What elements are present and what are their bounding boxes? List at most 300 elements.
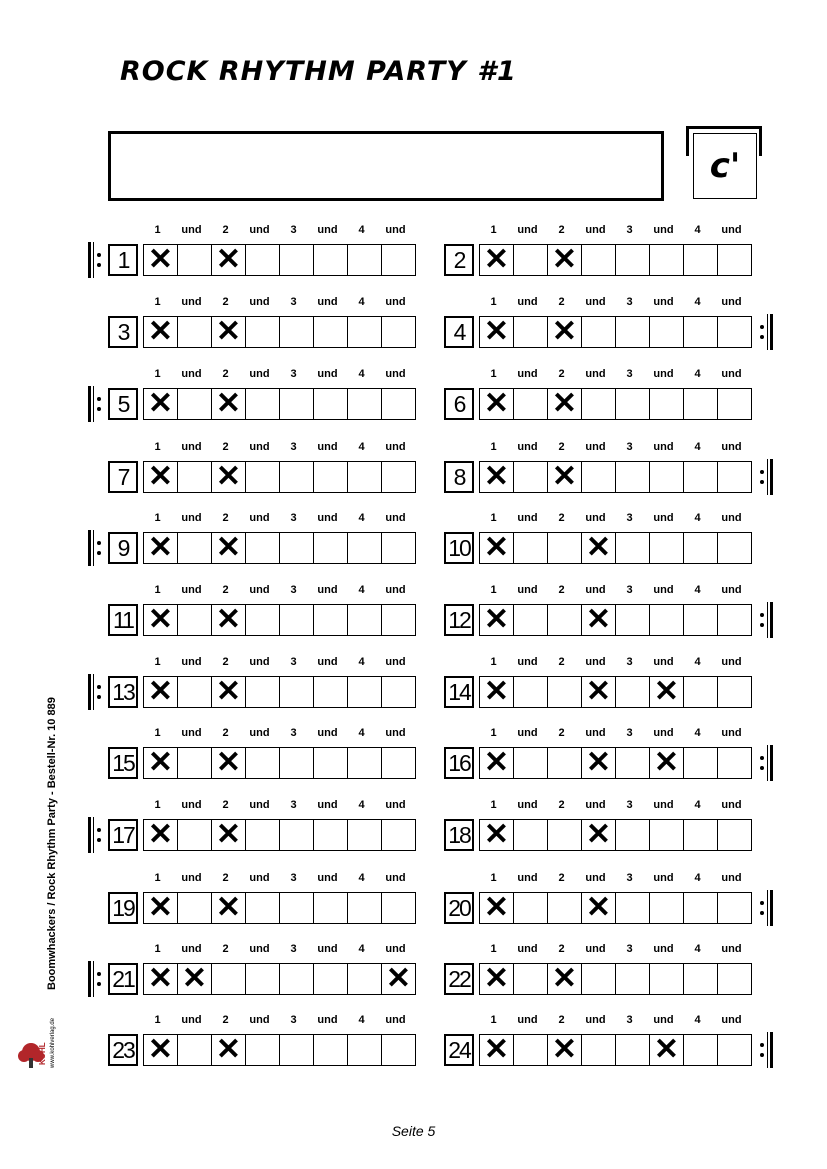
repeat-end-icon [756,1032,776,1068]
beat-cell-empty[interactable] [347,316,382,348]
beat-cell-hit[interactable] [211,676,246,708]
beat-cell-hit[interactable] [211,461,246,493]
count-label: und [181,872,202,884]
beat-cell-empty[interactable] [649,244,684,276]
repeat-end-icon [756,314,776,350]
beat-cell-empty[interactable] [177,461,212,493]
hit-mark-icon: ✕ [215,891,242,924]
beat-cell-empty[interactable] [279,316,314,348]
beat-cell-hit[interactable] [143,532,178,564]
beat-cell-empty[interactable] [245,461,280,493]
beat-cell-empty[interactable] [347,388,382,420]
count-label: 2 [558,224,565,236]
beat-cell-empty[interactable] [581,963,616,995]
beat-cell-hit[interactable] [143,388,178,420]
beat-cell-empty[interactable] [717,244,752,276]
count-label: und [181,512,202,524]
count-label: 2 [222,584,229,596]
beat-cell-empty[interactable] [683,604,718,636]
publisher-logo [16,1000,56,1070]
beat-cell-hit[interactable] [649,676,684,708]
beat-cell-empty[interactable] [547,532,582,564]
beat-cell-empty[interactable] [615,892,650,924]
beat-cell-empty[interactable] [717,604,752,636]
beat-cell-empty[interactable] [717,676,752,708]
beat-cell-empty[interactable] [615,532,650,564]
beat-cell-empty[interactable] [717,747,752,779]
beat-cell-empty[interactable] [649,604,684,636]
count-label: 3 [626,224,633,236]
beat-cell-empty[interactable] [649,532,684,564]
beat-cell-empty[interactable] [683,1034,718,1066]
beat-cell-empty[interactable] [683,963,718,995]
count-label: 2 [558,727,565,739]
bar-number: 14 [444,676,474,708]
beat-cell-empty[interactable] [381,819,416,851]
beat-cell-empty[interactable] [513,1034,548,1066]
beat-cells [143,1034,416,1066]
beat-cells [479,316,752,348]
beat-cell-hit[interactable] [143,604,178,636]
count-label: und [721,584,742,596]
beat-cell-hit[interactable] [143,461,178,493]
beat-cell-empty[interactable] [381,244,416,276]
beat-cell-empty[interactable] [177,747,212,779]
beat-cell-hit[interactable] [143,676,178,708]
beat-cell-empty[interactable] [581,244,616,276]
beat-cell-empty[interactable] [381,316,416,348]
beat-cell-empty[interactable] [279,388,314,420]
beat-cell-hit[interactable] [211,892,246,924]
count-label: und [721,656,742,668]
hit-mark-icon: ✕ [215,531,242,564]
count-label: 4 [694,368,701,380]
beat-cell-empty[interactable] [381,676,416,708]
beat-cell-empty[interactable] [683,244,718,276]
count-labels [108,872,406,886]
beat-cell-empty[interactable] [547,604,582,636]
beat-cell-empty[interactable] [313,604,348,636]
count-label: 3 [290,872,297,884]
count-labels [108,727,406,741]
beat-cell-empty[interactable] [313,461,348,493]
count-label: 3 [290,727,297,739]
beat-cell-hit[interactable] [211,244,246,276]
beat-cell-hit[interactable] [211,1034,246,1066]
beat-cell-empty[interactable] [279,461,314,493]
count-labels [444,224,742,238]
beat-cell-hit[interactable] [479,388,514,420]
beat-cell-empty[interactable] [279,963,314,995]
beat-cell-empty[interactable] [347,532,382,564]
bar-number: 9 [108,532,138,564]
beat-cell-empty[interactable] [615,316,650,348]
beat-cell-hit[interactable] [479,676,514,708]
count-label: und [385,799,406,811]
bar-number: 23 [108,1034,138,1066]
beat-cell-empty[interactable] [717,461,752,493]
count-label: und [249,872,270,884]
beat-cell-empty[interactable] [177,316,212,348]
bar-number: 5 [108,388,138,420]
count-label: und [317,656,338,668]
beat-cell-empty[interactable] [547,747,582,779]
page-title: ROCK RHYTHM PARTY #1 [120,56,517,87]
beat-cell-empty[interactable] [279,747,314,779]
count-labels [108,441,406,455]
beat-cell-empty[interactable] [245,963,280,995]
beat-cell-empty[interactable] [513,532,548,564]
count-label: 2 [558,872,565,884]
beat-cell-empty[interactable] [581,388,616,420]
beat-cell-hit[interactable] [211,316,246,348]
count-label: 4 [694,872,701,884]
beat-cell-hit[interactable] [547,388,582,420]
beat-cells [143,461,416,493]
beat-cell-empty[interactable] [683,532,718,564]
beat-cell-hit[interactable] [143,963,178,995]
count-label: und [181,1014,202,1026]
order-number-text: Boomwhackers / Rock Rhythm Party - Bestell-Nr. 10 889 [46,697,58,990]
beat-cell-hit[interactable] [211,747,246,779]
hit-mark-icon: ✕ [653,1033,680,1066]
beat-cell-empty[interactable] [177,244,212,276]
beat-cell-hit[interactable] [547,244,582,276]
beat-cell-empty[interactable] [347,963,382,995]
count-label: 4 [358,799,365,811]
count-label: und [585,512,606,524]
beat-cell-empty[interactable] [615,244,650,276]
hit-mark-icon: ✕ [585,891,612,924]
count-label: 1 [490,872,497,884]
hit-mark-icon: ✕ [483,387,510,420]
beat-cell-empty[interactable] [717,892,752,924]
beat-cell-hit[interactable] [211,388,246,420]
beat-cell-empty[interactable] [177,1034,212,1066]
beat-cell-hit[interactable] [479,1034,514,1066]
hit-mark-icon: ✕ [147,315,174,348]
beat-cell-empty[interactable] [683,747,718,779]
count-label: und [317,727,338,739]
name-entry-box[interactable] [108,131,664,201]
beat-cell-hit[interactable] [581,747,616,779]
beat-cell-hit[interactable] [143,747,178,779]
beat-cell-empty[interactable] [615,676,650,708]
beat-cell-hit[interactable] [479,532,514,564]
beat-cell-empty[interactable] [649,461,684,493]
beat-cell-empty[interactable] [313,1034,348,1066]
count-label: 3 [626,1014,633,1026]
count-label: und [585,441,606,453]
beat-cell-hit[interactable] [479,461,514,493]
hit-mark-icon: ✕ [385,962,412,995]
beat-cell-empty[interactable] [313,532,348,564]
count-label: 3 [290,512,297,524]
beat-cell-empty[interactable] [245,316,280,348]
count-label: 4 [358,512,365,524]
beat-cell-empty[interactable] [177,819,212,851]
beat-cell-empty[interactable] [683,316,718,348]
beat-cell-hit[interactable] [581,819,616,851]
beat-cell-empty[interactable] [581,1034,616,1066]
beat-cell-empty[interactable] [615,1034,650,1066]
count-label: 2 [222,1014,229,1026]
beat-cell-empty[interactable] [347,244,382,276]
beat-cell-empty[interactable] [313,676,348,708]
count-label: und [181,296,202,308]
beat-cell-empty[interactable] [313,963,348,995]
beat-cells [143,747,416,779]
beat-cell-empty[interactable] [615,388,650,420]
beat-cell-empty[interactable] [683,461,718,493]
repeat-end-icon [756,602,776,638]
count-label: 2 [222,512,229,524]
beat-cell-empty[interactable] [381,461,416,493]
count-label: 2 [222,943,229,955]
beat-cell-empty[interactable] [313,316,348,348]
count-label: und [517,296,538,308]
beat-cell-hit[interactable] [581,892,616,924]
beat-cell-empty[interactable] [513,461,548,493]
beat-cells [479,819,752,851]
beat-cell-empty[interactable] [313,244,348,276]
hit-mark-icon: ✕ [147,603,174,636]
beat-cell-empty[interactable] [279,676,314,708]
bar-number: 7 [108,461,138,493]
beat-cell-hit[interactable] [211,532,246,564]
hit-mark-icon: ✕ [215,746,242,779]
beat-cell-empty[interactable] [347,604,382,636]
beat-cell-hit[interactable] [479,963,514,995]
beat-cell-hit[interactable] [479,819,514,851]
count-label: 2 [558,584,565,596]
beat-cell-empty[interactable] [683,892,718,924]
beat-cell-empty[interactable] [245,604,280,636]
hit-mark-icon: ✕ [147,891,174,924]
beat-cell-empty[interactable] [513,747,548,779]
count-label: 3 [626,296,633,308]
beat-cell-hit[interactable] [479,892,514,924]
beat-cell-empty[interactable] [245,676,280,708]
beat-cell-empty[interactable] [381,604,416,636]
beat-cell-hit[interactable] [581,532,616,564]
hit-mark-icon: ✕ [215,243,242,276]
count-label: 1 [490,224,497,236]
beat-cell-empty[interactable] [245,532,280,564]
beat-cell-empty[interactable] [347,747,382,779]
beat-cell-empty[interactable] [279,244,314,276]
bar-number: 21 [108,963,138,995]
beat-cell-empty[interactable] [649,819,684,851]
count-label: 3 [626,799,633,811]
beat-cell-empty[interactable] [615,819,650,851]
hit-mark-icon: ✕ [483,746,510,779]
beat-cell-hit[interactable] [581,676,616,708]
count-label: und [517,512,538,524]
bar-number: 20 [444,892,474,924]
count-label: 2 [558,656,565,668]
beat-cell-empty[interactable] [279,892,314,924]
beat-cell-empty[interactable] [513,963,548,995]
beat-cell-empty[interactable] [717,388,752,420]
beat-cell-empty[interactable] [177,388,212,420]
hit-mark-icon: ✕ [585,603,612,636]
count-label: und [249,1014,270,1026]
count-label: und [181,368,202,380]
beat-cell-empty[interactable] [177,892,212,924]
count-label: und [653,1014,674,1026]
beat-cell-empty[interactable] [245,747,280,779]
beat-cell-empty[interactable] [649,892,684,924]
beat-cell-hit[interactable] [649,1034,684,1066]
beat-cell-hit[interactable] [143,1034,178,1066]
beat-cell-hit[interactable] [143,244,178,276]
beat-cell-empty[interactable] [177,676,212,708]
beat-cell-empty[interactable] [313,892,348,924]
count-label: 3 [290,656,297,668]
beat-cell-empty[interactable] [581,461,616,493]
beat-cell-hit[interactable] [547,1034,582,1066]
beat-cell-empty[interactable] [245,819,280,851]
beat-cells [143,604,416,636]
count-label: 1 [154,224,161,236]
beat-cell-empty[interactable] [615,963,650,995]
beat-cell-empty[interactable] [717,316,752,348]
bar-number: 18 [444,819,474,851]
beat-cell-empty[interactable] [313,819,348,851]
beat-cell-empty[interactable] [683,819,718,851]
beat-cell-hit[interactable] [547,963,582,995]
count-label: und [721,943,742,955]
beat-cell-empty[interactable] [245,244,280,276]
beat-cell-empty[interactable] [649,963,684,995]
beat-cell-empty[interactable] [513,244,548,276]
beat-cell-empty[interactable] [649,388,684,420]
count-label: 3 [626,584,633,596]
beat-cell-empty[interactable] [245,892,280,924]
beat-cell-empty[interactable] [211,963,246,995]
beat-cell-hit[interactable] [649,747,684,779]
beat-cell-empty[interactable] [615,461,650,493]
beat-cell-empty[interactable] [513,388,548,420]
count-label: und [585,368,606,380]
beat-cell-empty[interactable] [381,892,416,924]
count-label: und [517,872,538,884]
beat-cell-hit[interactable] [211,604,246,636]
beat-cell-empty[interactable] [313,747,348,779]
beat-cell-empty[interactable] [347,892,382,924]
beat-cell-hit[interactable] [479,747,514,779]
beat-cell-empty[interactable] [717,532,752,564]
count-label: 1 [154,799,161,811]
beat-cell-empty[interactable] [381,532,416,564]
count-label: und [317,224,338,236]
beat-cell-empty[interactable] [347,819,382,851]
beat-cell-hit[interactable] [479,316,514,348]
beat-cell-empty[interactable] [347,461,382,493]
beat-cell-empty[interactable] [177,604,212,636]
beat-cell-empty[interactable] [615,747,650,779]
beat-cell-hit[interactable] [547,461,582,493]
beat-cell-hit[interactable] [547,316,582,348]
count-label: und [653,943,674,955]
beat-cell-empty[interactable] [717,819,752,851]
beat-cell-empty[interactable] [581,316,616,348]
count-label: 3 [290,224,297,236]
beat-cell-hit[interactable] [479,244,514,276]
hit-mark-icon: ✕ [215,460,242,493]
beat-cell-empty[interactable] [547,892,582,924]
beat-cell-empty[interactable] [381,1034,416,1066]
hit-mark-icon: ✕ [147,243,174,276]
beat-cell-hit[interactable] [143,316,178,348]
beat-cell-empty[interactable] [683,388,718,420]
bar-number: 16 [444,747,474,779]
hit-mark-icon: ✕ [483,603,510,636]
beat-cell-empty[interactable] [649,316,684,348]
beat-cell-hit[interactable] [211,819,246,851]
count-label: und [517,943,538,955]
beat-cell-empty[interactable] [279,604,314,636]
count-label: 4 [358,656,365,668]
beat-cell-empty[interactable] [279,819,314,851]
beat-cell-empty[interactable] [513,892,548,924]
count-label: und [385,512,406,524]
beat-cell-empty[interactable] [245,1034,280,1066]
beat-cell-empty[interactable] [513,819,548,851]
count-label: 2 [222,296,229,308]
beat-cell-empty[interactable] [615,604,650,636]
beat-cell-empty[interactable] [245,388,280,420]
beat-cell-hit[interactable] [479,604,514,636]
beat-cell-empty[interactable] [547,819,582,851]
beat-cell-empty[interactable] [513,604,548,636]
hit-mark-icon: ✕ [483,1033,510,1066]
beat-cell-empty[interactable] [513,676,548,708]
bar-number: 3 [108,316,138,348]
count-label: 2 [558,368,565,380]
beat-cell-hit[interactable] [381,963,416,995]
count-label: und [653,441,674,453]
beat-cell-empty[interactable] [513,316,548,348]
beat-cell-empty[interactable] [279,532,314,564]
beat-cell-empty[interactable] [381,747,416,779]
beat-cell-empty[interactable] [717,963,752,995]
beat-cell-empty[interactable] [683,676,718,708]
beat-cell-empty[interactable] [381,388,416,420]
beat-cell-empty[interactable] [347,676,382,708]
count-label: und [249,441,270,453]
beat-cell-empty[interactable] [347,1034,382,1066]
beat-cell-empty[interactable] [177,532,212,564]
repeat-start-icon [86,386,106,422]
beat-cell-hit[interactable] [177,963,212,995]
beat-cell-empty[interactable] [313,388,348,420]
beat-cell-empty[interactable] [547,676,582,708]
beat-cell-hit[interactable] [581,604,616,636]
count-label: und [721,512,742,524]
beat-cell-empty[interactable] [717,1034,752,1066]
hit-mark-icon: ✕ [147,387,174,420]
beat-cell-empty[interactable] [279,1034,314,1066]
count-labels [444,799,742,813]
count-label: 1 [154,656,161,668]
page-number: Seite 5 [391,1123,436,1139]
count-label: und [385,943,406,955]
beat-cell-hit[interactable] [143,892,178,924]
count-label: und [317,799,338,811]
beat-cell-hit[interactable] [143,819,178,851]
